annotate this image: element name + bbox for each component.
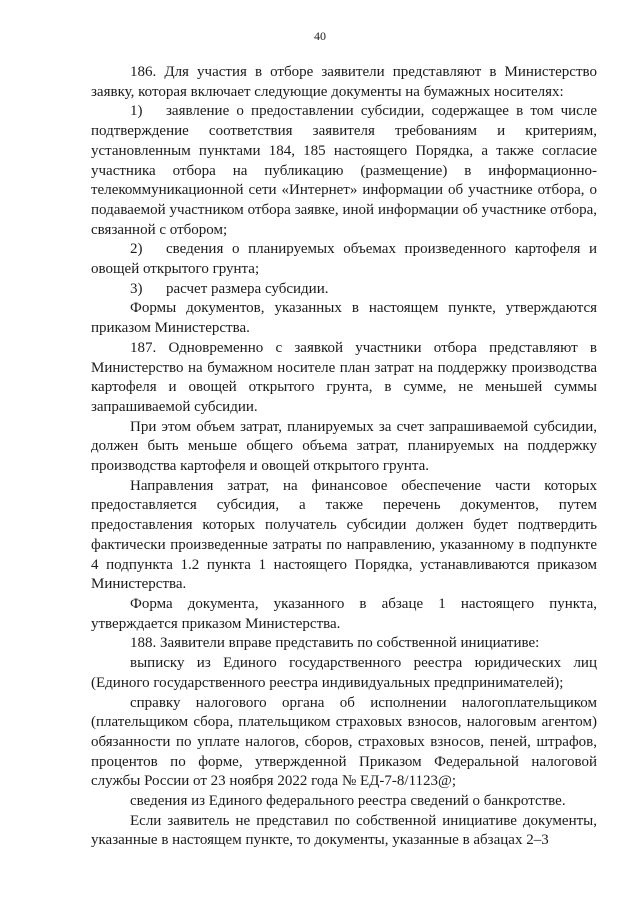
paragraph-extract	[91, 654, 597, 693]
paragraph-text: Направления затрат, на финансовое обеспечение части которых предоставляется субсидия, а также перечень документов, путем предоставления которых получатель субсидии должен будет подтвердить фактически произведенные затраты по направлению, указанному в подпункте 4 подпункта 1.2 пункта 1 настоящего Порядка, устанавливаются приказом Министерства.	[91, 477, 597, 593]
page-number: 40	[314, 29, 326, 43]
list-item-2	[91, 240, 597, 279]
paragraph-text: сведения из Единого федерального реестра сведений о банкротстве.	[130, 793, 566, 810]
paragraph-text: Формы документов, указанных в настоящем пункте, утверждаются приказом Министерства.	[91, 300, 597, 337]
list-item-text: расчет размера субсидии.	[166, 280, 329, 297]
list-item-text: сведения о планируемых объемах произведенного картофеля и овощей открытого грунта;	[91, 241, 597, 278]
paragraph-bankruptcy	[91, 792, 597, 812]
list-marker: 3)	[130, 280, 143, 297]
paragraph-tax-certificate	[91, 694, 597, 793]
paragraph-text: 188. Заявители вправе представить по собственной инициативе:	[130, 635, 540, 652]
paragraph-volume	[91, 418, 597, 477]
document-body	[91, 63, 597, 851]
paragraph-forms	[91, 299, 597, 338]
paragraph-form	[91, 595, 597, 634]
paragraph-text: 187. Одновременно с заявкой участники отбора представляют в Министерство на бумажном носителе план затрат на поддержку производства картофеля и овощей открытого грунта, в сумме, не меньшей суммы запрашиваемой субсидии.	[91, 339, 597, 415]
paragraph-directions	[91, 477, 597, 595]
paragraph-text: справку налогового органа об исполнении налогоплательщиком (плательщиком сбора, плательщиком страховых взносов, налоговым агентом) обязанности по уплате налогов, сборов, страховых взносов, пеней, штрафов, процентов по форме, утвержденной Приказом Федеральной налоговой службы России от 23 ноября 2022 года № ЕД-7-8/1123@;	[91, 694, 597, 790]
list-item-1	[91, 102, 597, 240]
paragraph-187	[91, 339, 597, 418]
list-item-3	[91, 280, 597, 300]
paragraph-186	[91, 63, 597, 102]
paragraph-text: При этом объем затрат, планируемых за счет запрашиваемой субсидии, должен быть меньше общего объема затрат, планируемых на поддержку производства картофеля и овощей открытого грунта.	[91, 418, 597, 475]
paragraph-text: Если заявитель не представил по собственной инициативе документы, указанные в настоящем пункте, то документы, указанные в абзацах 2–3	[91, 812, 597, 849]
paragraph-text: Форма документа, указанного в абзаце 1 настоящего пункта, утверждается приказом Министерства.	[91, 595, 597, 632]
paragraph-188	[91, 634, 597, 654]
paragraph-if-not-submitted	[91, 812, 597, 851]
list-item-text: заявление о предоставлении субсидии, содержащее в том числе подтверждение соответствия заявителя требованиям и критериям, установленным пунктами 184, 185 настоящего Порядка, а также согласие участника отбора на публикацию (размещение) в информационно-телекоммуникационной сети «Интернет» информации об участнике отбора, о подаваемой участником отбора заявке, иной информации об участнике отбора, связанной с отбором;	[91, 103, 597, 238]
list-marker: 2)	[130, 241, 143, 258]
paragraph-text: выписку из Единого государственного реестра юридических лиц (Единого государственного реестра индивидуальных предпринимателей);	[91, 655, 597, 691]
list-marker: 1)	[130, 103, 143, 120]
paragraph-text: 186. Для участия в отборе заявители представляют в Министерство заявку, которая включает следующие документы на бумажных носителях:	[91, 64, 597, 100]
